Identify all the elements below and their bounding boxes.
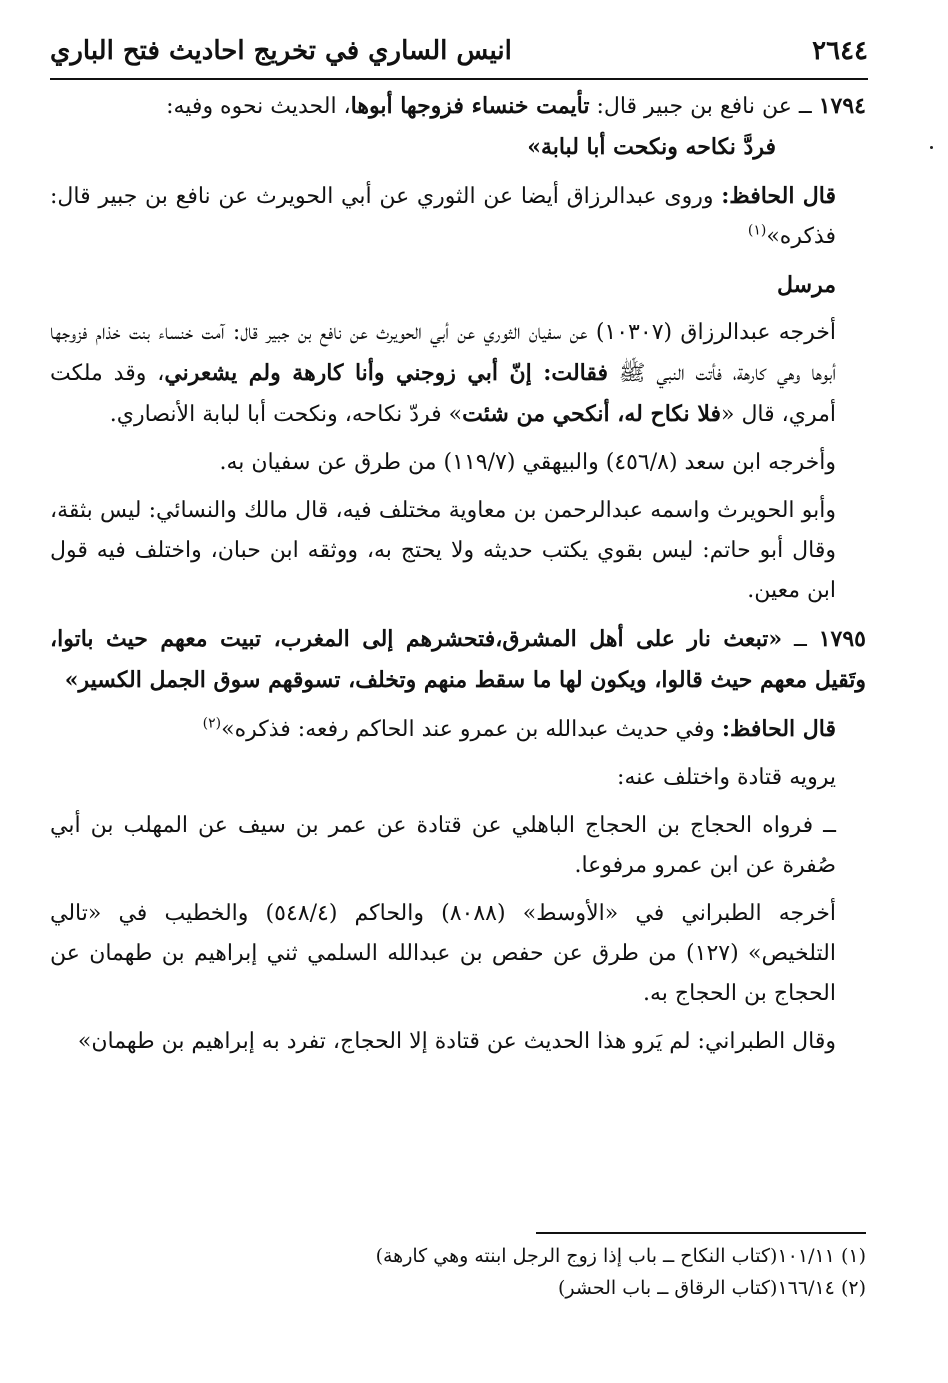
footnote-rule <box>536 1232 866 1234</box>
page-number: ٢٦٤٤ <box>812 36 868 66</box>
footnote-1 <box>50 1240 866 1272</box>
footnote-text: ١٦٦/١٤(كتاب الرقاق ــ باب الحشر) <box>557 1277 835 1299</box>
header-rule <box>50 78 868 80</box>
hadith-1795: ١٧٩٥ ــ «تبعث نار على أهل المشرق،فتحشرهم إلى المغرب، تبيت معهم حيث باتوا، وتَقيل معهم حيث قالوا، ويكون لها ما سقط منهم وتخلف، تسوقهم سوق الجمل الكسير» <box>50 626 866 693</box>
hadith-number: ١٧٩٤ <box>818 93 866 119</box>
footnote-number: (١) <box>840 1245 866 1267</box>
footnote-text: ١٠١/١١(كتاب النكاح ــ باب إذا زوج الرجل ابنته وهي كارهة) <box>375 1245 835 1267</box>
hafiz-label: قال الحافظ: <box>721 716 836 742</box>
isnad-paragraph: ــ فرواه الحجاج بن الحجاج الباهلي عن قتادة عن عمر بن سيف عن المهلب بن أبي صُفرة عن ابن عمرو مرفوعا. <box>50 813 836 878</box>
footnotes <box>50 1240 866 1304</box>
narrator-paragraph: وأبو الحويرث واسمه عبدالرحمن بن معاوية مختلف فيه، قال مالك والنسائي: ليس بثقة، وقال أبو حاتم: ليس بقوي يكتب حديثه ولا يحتج به، ووثقه ابن حبان، واختلف فيه قول ابن معين. <box>50 498 836 603</box>
takhrij-paragraph-2: وأخرجه ابن سعد (٤٥٦/٨) والبيهقي (١١٩/٧) من طرق عن سفيان به. <box>219 450 836 475</box>
hadith-quote: «تبعث نار على أهل المشرق،فتحشرهم إلى المغرب، تبيت معهم حيث باتوا، وتَقيل معهم حيث قالوا، ويكون لها ما سقط منهم وتخلف، تسوقهم سوق الجمل الكسير» <box>50 626 866 693</box>
hafiz-paragraph-2: قال الحافظ: وفي حديث عبدالله بن عمرو عند الحاكم رفعه: فذكره»$^{(٢)}$ <box>202 715 836 742</box>
hadith-1794: ١٧٩٤ ــ عن نافع بن جبير قال: تأيمت خنساء فزوجها أبوها، الحديث نحوه وفيه: فردَّ نكاحه ونكحت أبا لبابة» <box>166 93 866 160</box>
takhrij-paragraph-1: أخرجه عبدالرزاق (١٠٣٠٧) عن سفيان الثوري عن أبي الحويرث عن نافع بن جبير قال: آمت خنساء بنت خذام فزوجها أبوها وهي كارهة، فأتت النبي ﷺ فقالت: إنّ أبي زوجني وأنا كارهة ولم يشعرني، وقد ملكت أمري، قال «فلا نكاح له، أنكحي من شئت» فردّ نكاحه، ونكحت أبا لبابة الأنصاري. <box>50 320 836 427</box>
margin-speck <box>930 146 933 149</box>
hadith-quote-continued: فردَّ نكاحه ونكحت أبا لبابة <box>540 134 776 160</box>
footnote-ref-2: (٢) <box>202 715 222 732</box>
hadith-number: ١٧٩٥ <box>818 626 866 652</box>
running-header <box>50 28 868 74</box>
hafiz-paragraph-1: قال الحافظ: وروى عبدالرزاق أيضا عن الثوري عن أبي الحويرث عن نافع بن جبير قال: فذكره»$^{(١)}$ <box>50 183 837 249</box>
hafiz-label: قال الحافظ: <box>721 183 837 209</box>
hadith-quote: تأيمت خنساء فزوجها أبوها <box>350 93 590 119</box>
isnad-intro: يرويه قتادة واختلف عنه: <box>617 765 836 790</box>
footnote-2 <box>50 1272 866 1304</box>
footnote-ref-1: (١) <box>747 222 767 239</box>
section-heading: مرسل <box>776 272 836 298</box>
tabarani-paragraph: وقال الطبراني: لم يَرو هذا الحديث عن قتادة إلا الحجاج، تفرد به إبراهيم بن طهمان» <box>77 1029 836 1054</box>
running-title: انيس الساري في تخريج احاديث فتح الباري <box>50 36 512 66</box>
main-text <box>50 86 866 1070</box>
footnote-number: (٢) <box>840 1277 866 1299</box>
takhrij-paragraph-3: أخرجه الطبراني في «الأوسط» (٨٠٨٨) والحاكم (٥٤٨/٤) والخطيب في «تالي التلخيص» (١٢٧) من طرق عن حفص بن عبدالله السلمي ثني إبراهيم بن طهمان عن الحجاج بن الحجاج به. <box>50 901 836 1006</box>
